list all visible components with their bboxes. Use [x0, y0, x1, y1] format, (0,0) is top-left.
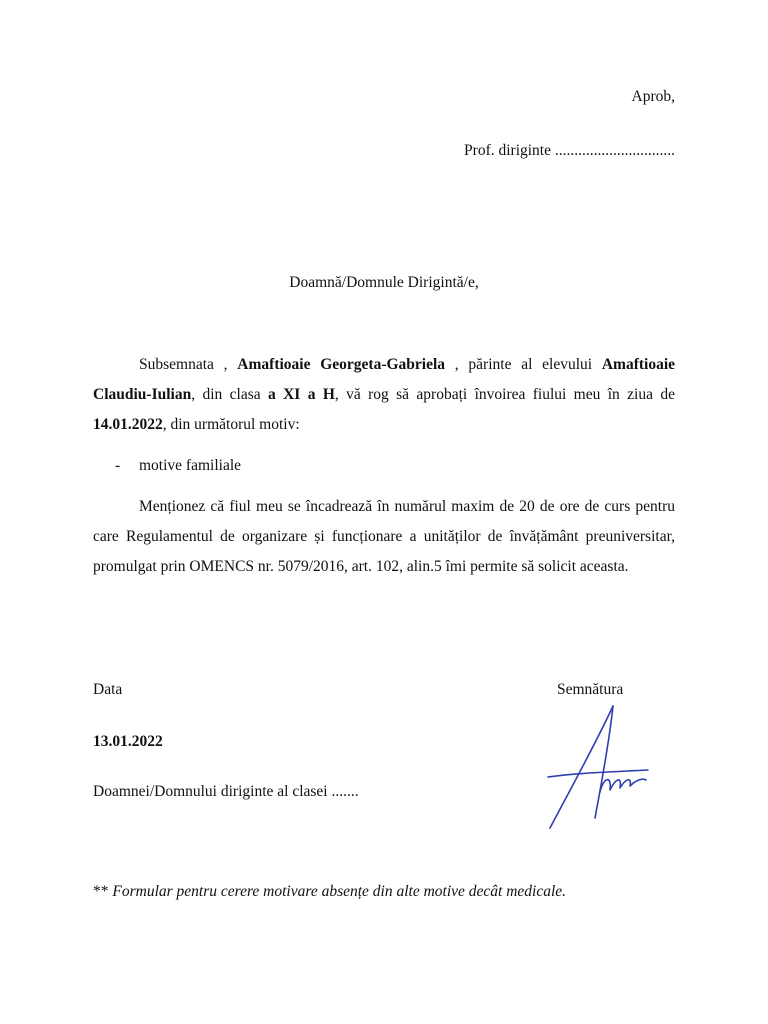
bullet-dash: -	[115, 457, 121, 474]
absence-date: 14.01.2022	[93, 416, 163, 433]
text: , din clasa	[191, 386, 268, 403]
footnote-text: Formular pentru cerere motivare absențe din alte motive decât medicale.	[112, 883, 567, 900]
approval-label: Aprob,	[631, 88, 675, 105]
text: Subsemnata ,	[139, 356, 238, 373]
signature-label: Semnătura	[557, 681, 624, 698]
text: , vă rog să aprobați învoirea fiului meu în ziua de	[334, 386, 675, 403]
teacher-signature-line: Prof. diriginte ...............................	[464, 142, 675, 159]
parent-name: Amaftioaie Georgeta-Gabriela	[237, 356, 446, 373]
class-name: a XI a H	[267, 386, 335, 403]
text: , părinte al elevului	[445, 356, 602, 373]
statement-paragraph	[93, 492, 675, 582]
salutation: Doamnă/Domnule Dirigintă/e,	[289, 274, 479, 291]
footnote	[93, 883, 566, 901]
handwritten-signature	[500, 700, 680, 850]
date-value: 13.01.2022	[93, 733, 163, 750]
request-paragraph	[93, 350, 675, 440]
text: , din următorul motiv:	[162, 416, 300, 433]
addressee-line: Doamnei/Domnului diriginte al clasei .......	[93, 783, 359, 800]
footnote-marker: **	[93, 883, 113, 900]
reason-item: motive familiale	[139, 457, 242, 474]
student-name: Amaftioaie Claudiu-Iulian	[93, 356, 676, 403]
statement-text: Menționez că fiul meu se încadrează în numărul maxim de 20 de ore de curs pentru care Regulamentul de organizare și funcționare a unităților de învățământ preuniversitar, promulgat prin OMENCS nr. 5079/2016, art. 102, alin.5 îmi permite să solicit aceasta.	[93, 498, 675, 575]
date-label: Data	[93, 681, 123, 698]
